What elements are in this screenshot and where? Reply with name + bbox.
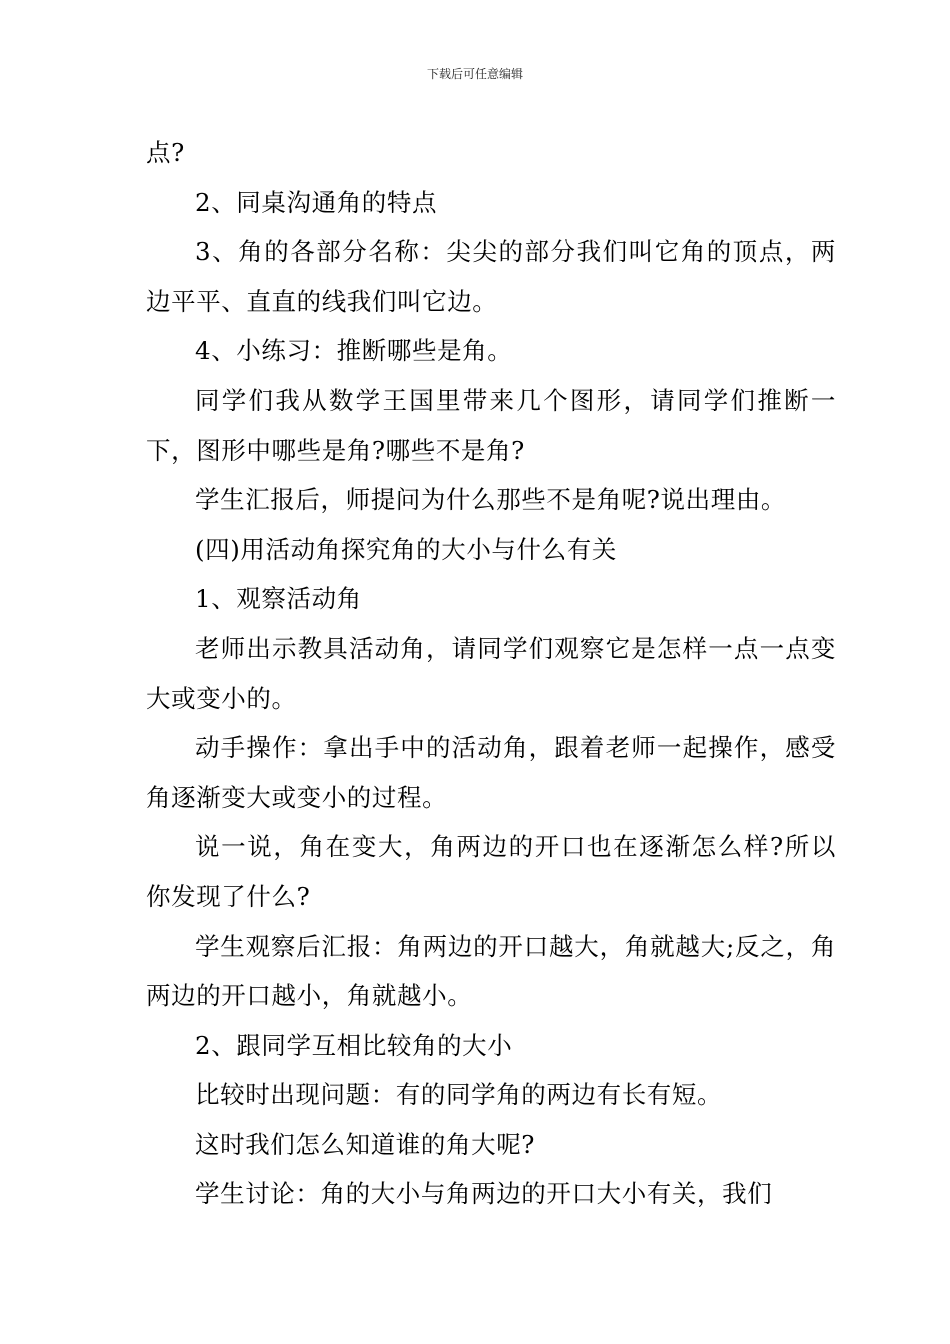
paragraph: 点? bbox=[146, 138, 185, 167]
paragraph: 动手操作：拿出手中的活动角，跟着老师一起操作，感受角逐渐变大或变小的过程。 bbox=[146, 733, 836, 812]
paragraph: 这时我们怎么知道谁的角大呢? bbox=[195, 1129, 536, 1159]
paragraph: 2、跟同学互相比较角的大小 bbox=[195, 1030, 513, 1060]
paragraph: 老师出示教具活动角，请同学们观察它是怎样一点一点变大或变小的。 bbox=[146, 633, 836, 713]
paragraph: 3、角的各部分名称：尖尖的部分我们叫它角的顶点，两边平平、直直的线我们叫它边。 bbox=[146, 237, 836, 316]
paragraph: 学生汇报后，师提问为什么那些不是角呢?说出理由。 bbox=[195, 485, 787, 515]
page-header: 下载后可任意编辑 bbox=[426, 67, 523, 81]
paragraph: 说一说，角在变大，角两边的开口也在逐渐怎么样?所以你发现了什么? bbox=[146, 832, 836, 911]
paragraph: 同学们我从数学王国里带来几个图形，请同学们推断一下，图形中哪些是角?哪些不是角? bbox=[146, 385, 836, 465]
paragraph: 4、小练习：推断哪些是角。 bbox=[195, 336, 513, 366]
paragraph: 学生观察后汇报：角两边的开口越大，角就越大;反之，角两边的开口越小，角就越小。 bbox=[146, 931, 836, 1011]
paragraph: 比较时出现问题：有的同学角的两边有长有短。 bbox=[195, 1080, 723, 1110]
document-body bbox=[146, 128, 836, 1219]
paragraph: 2、同桌沟通角的特点 bbox=[195, 187, 438, 217]
paragraph: 1、观察活动角 bbox=[195, 584, 362, 614]
paragraph: (四)用活动角探究角的大小与什么有关 bbox=[195, 534, 617, 564]
paragraph: 学生讨论：角的大小与角两边的开口大小有关，我们 bbox=[195, 1179, 773, 1209]
